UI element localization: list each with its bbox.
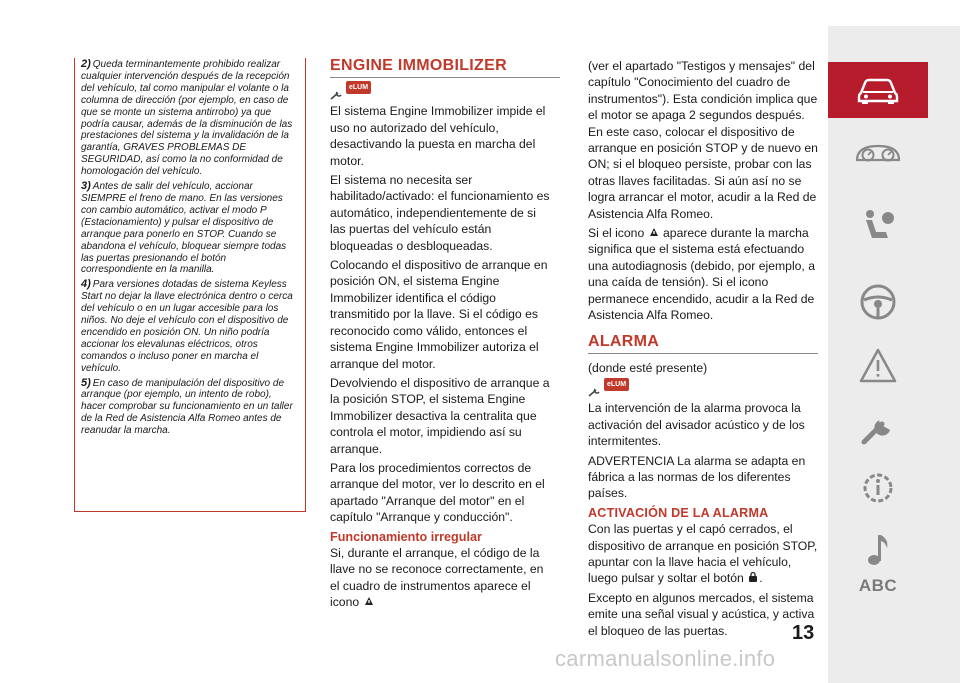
sidebar-item-technical-data[interactable] <box>828 460 928 516</box>
engine-immobilizer-section <box>330 58 552 614</box>
index-abc-label: ABC <box>858 576 898 595</box>
paragraph: Colocando el dispositivo de arranque en posición ON, el sistema Engine Immobilizer identifica el código transmitido por la llave. Si el código es reconocido como válido, entonces el sistema Engine Immobilizer autoriza el arranque del motor. <box>330 258 548 371</box>
paragraph: (ver el apartado "Testigos y mensajes" del capítulo "Conocimiento del cuadro de instrumentos"). Esta condición implica que el motor se apaga 2 segundos después. En este caso, colocar el dispositivo de arranque en posición STOP y de nuevo en ON; si el bloqueo persiste, probar con las otras llaves facilitadas. Si aún así no se logra arrancar el motor, acudir a la Red de Asistencia Alfa Romeo. <box>588 59 818 221</box>
paragraph: Excepto en algunos mercados, el sistema emite una señal visual y acústica, y activa el bloqueo de las puertas. <box>588 590 815 638</box>
note-text: En caso de manipulación del dispositivo de arranque (por ejemplo, un intento de robo), hacer comprobar su funcionamiento en un taller de la Red de Asistencia Alfa Romeo antes de reanudar la marcha. <box>81 377 293 437</box>
subsection-title-alarm-activation: ACTIVACIÓN DE LA ALARMA <box>588 505 769 520</box>
paragraph <box>588 225 818 323</box>
note-2 <box>81 59 299 178</box>
note-5 <box>81 378 299 438</box>
note-number: 4) <box>81 278 91 291</box>
note-3 <box>81 181 299 276</box>
paragraph: Para los procedimientos correctos de arranque del motor, ver lo descrito en el apartado "Arranque del motor" en el capítulo "Arranque y conducción". <box>330 460 545 525</box>
paragraph: La intervención de la alarma provoca la activación del avisador acústico y de los intermitentes. <box>588 401 805 449</box>
elum-badge: eLUM <box>346 81 371 94</box>
note-text: Queda terminantemente prohibido realizar cualquier intervención después de la recepción del vehículo, tal como manipular el volante o la columna de dirección (por ejemplo, en caso de que se monte un sistema antirrobo) ya que podría causar, además de la disminución de las prestaciones del sistema y la invalidación de la garantía, GRAVES PROBLEMAS DE SEGURIDAD, así como la no conformidad de homologación del vehículo. <box>81 59 293 178</box>
immobilizer-warning-icon <box>363 595 375 607</box>
watermark: carmanualsonline.info <box>555 646 776 671</box>
paragraph: Devolviendo el dispositivo de arranque a la posición STOP, el sistema Engine Immobilizer desactiva la centralita que controla el motor, impidiendo así su arranque. <box>330 375 550 456</box>
note-text: Para versiones dotadas de sistema Keyless Start no dejar la llave electrónica dentro o cerca del vehículo o en un lugar accesible para los niños. No deje el vehículo con el dispositivo de encendido en posición ON. Un niño podría accionar los elevalunas eléctricos, otros comandos o incluso poner en marcha el vehículo. <box>81 279 293 374</box>
airbag-seat-icon <box>858 206 898 246</box>
paragraph-text: aparece durante la marcha significa que el sistema está efectuando una autodiagnosis (debido, por ejemplo, a una caída de tensión). Si el icono permanece encendido, acudir a la Red de Asistencia Alfa Romeo. <box>588 226 815 323</box>
sidebar-item-index[interactable] <box>828 558 928 614</box>
note-number: 2) <box>81 58 91 70</box>
immobilizer-warning-icon <box>648 226 660 238</box>
elum-wrench-icon <box>330 90 344 100</box>
sidebar-item-driving[interactable] <box>828 274 928 330</box>
paragraph-text: Con las puertas y el capó cerrados, el dispositivo de arranque en posición STOP, apuntar con la llave hacia el vehículo, luego pulsar y soltar el botón <box>588 522 818 586</box>
paragraph: ADVERTENCIA La alarma se adapta en fábrica a las normas de los diferentes países. <box>588 453 806 501</box>
note-number: 3) <box>81 180 91 193</box>
note-number: 5) <box>81 376 91 389</box>
elum-marker <box>588 379 818 397</box>
right-column <box>588 58 818 642</box>
sidebar-item-emergency[interactable] <box>828 338 928 394</box>
alarm-availability: (donde esté presente) <box>588 360 708 375</box>
lock-icon <box>747 571 759 583</box>
steering-wheel-icon <box>858 282 898 322</box>
note-text: Antes de salir del vehículo, accionar SIEMPRE el freno de mano. En las versiones con cambio automático, activar el modo P (Estacionamiento) y pulsar el dispositivo de arranque para ponerlo en STOP. Cuando se abandona el vehículo, bloquear siempre todas las puertas presionando el botón correspondiente en la manilla. <box>81 181 287 276</box>
paragraph <box>588 521 818 587</box>
elum-marker <box>330 82 552 100</box>
section-title-alarm: ALARMA <box>588 334 818 354</box>
warning-notes-box <box>74 58 306 512</box>
sidebar-item-instruments[interactable] <box>828 126 928 182</box>
paragraph <box>330 545 552 611</box>
car-icon <box>855 75 901 105</box>
info-gear-icon <box>858 468 898 508</box>
subsection-title-irregular: Funcionamiento irregular <box>330 529 482 544</box>
wrench-icon <box>858 408 898 448</box>
sidebar-item-car[interactable] <box>828 62 928 118</box>
paragraph: El sistema no necesita ser habilitado/activado: el funcionamiento es automático, independientemente de si las puertas del vehículo están bloqueadas o desbloqueadas. <box>330 173 550 253</box>
paragraph-text: Si el icono <box>588 226 645 241</box>
elum-wrench-icon <box>588 387 602 397</box>
sidebar-item-safety[interactable] <box>828 198 928 254</box>
instrument-cluster-icon <box>854 140 902 168</box>
chapter-sidebar <box>828 26 960 683</box>
section-title-engine-immobilizer: ENGINE IMMOBILIZER <box>330 58 560 78</box>
paragraph: El sistema Engine Immobilizer impide el uso no autorizado del vehículo, desactivando la puesta en marcha del motor. <box>330 104 546 168</box>
sidebar-item-maintenance[interactable] <box>828 400 928 456</box>
page-number: 13 <box>792 622 815 644</box>
paragraph-text: Si, durante el arranque, el código de la llave no se reconoce correctamente, en el cuadro de instrumentos aparece el icono <box>330 545 544 610</box>
note-4 <box>81 279 299 374</box>
elum-badge: eLUM <box>604 378 629 391</box>
paragraph-text: . <box>759 571 763 586</box>
warning-triangle-icon <box>858 347 898 385</box>
